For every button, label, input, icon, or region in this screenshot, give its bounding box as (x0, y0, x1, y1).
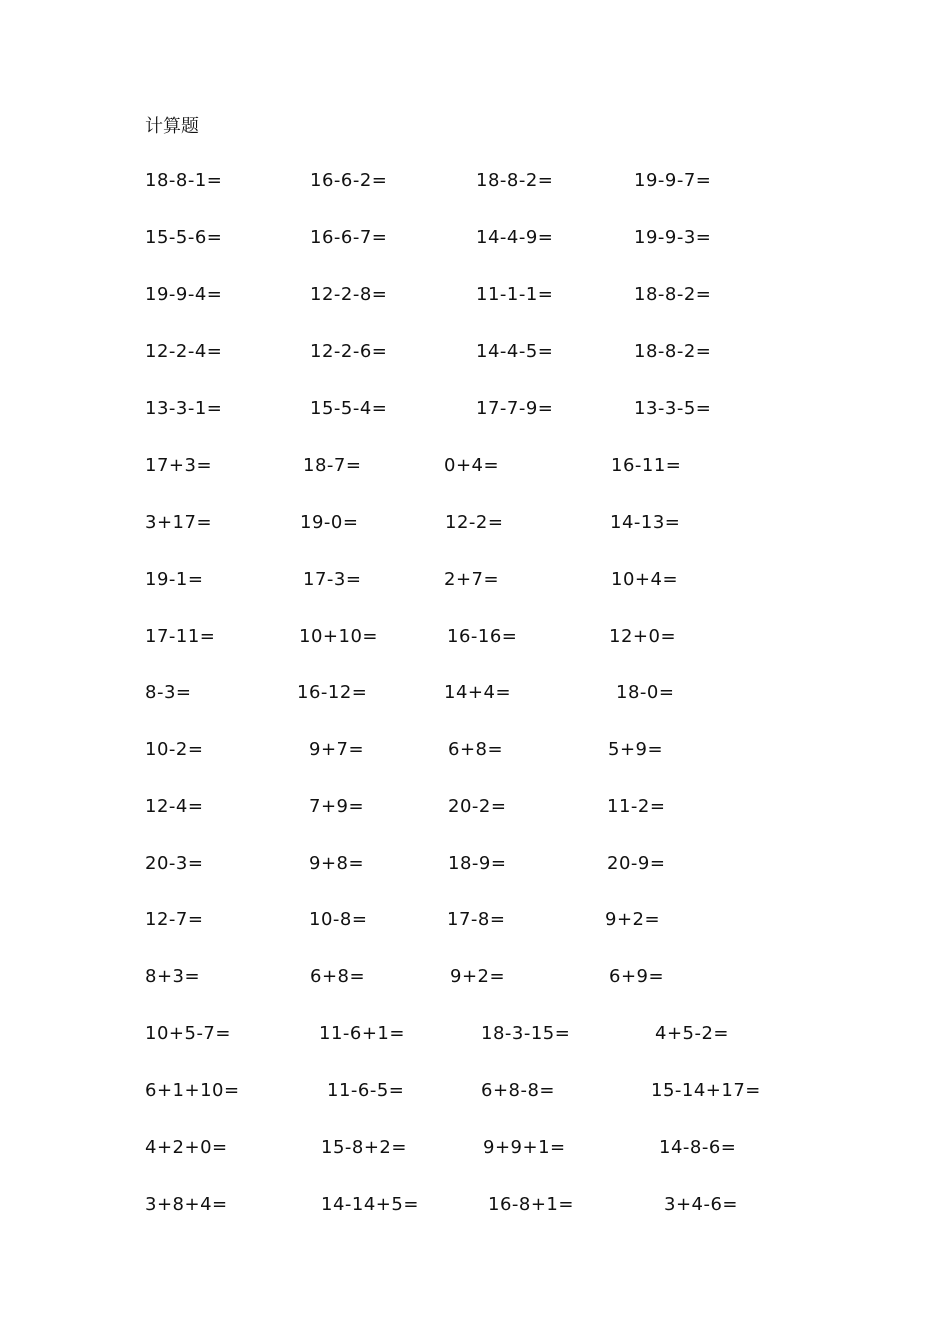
math-problem: 15-8+2= (321, 1137, 407, 1158)
problem-row (0, 678, 950, 708)
math-problem: 4+2+0= (145, 1137, 228, 1158)
math-problem: 16-11= (611, 455, 682, 476)
math-problem: 6+9= (609, 966, 665, 987)
math-problem: 15-5-6= (145, 227, 223, 248)
math-problem: 18-3-15= (481, 1023, 571, 1044)
math-problem: 19-9-4= (145, 284, 223, 305)
math-problem: 12+0= (609, 626, 677, 647)
math-problem: 19-9-7= (634, 170, 712, 191)
math-problem: 10+5-7= (145, 1023, 231, 1044)
math-problem: 16-8+1= (488, 1194, 574, 1215)
math-problem: 19-0= (300, 512, 359, 533)
math-problem: 12-2-8= (310, 284, 388, 305)
problem-row (0, 735, 950, 765)
problem-row (0, 337, 950, 367)
math-problem: 17-8= (447, 909, 506, 930)
problem-row (0, 565, 950, 595)
math-problem: 11-6+1= (319, 1023, 405, 1044)
math-problem: 2+7= (444, 569, 500, 590)
problem-row (0, 962, 950, 992)
problem-row (0, 792, 950, 822)
math-problem: 18-8-2= (634, 284, 712, 305)
math-problem: 16-12= (297, 682, 368, 703)
problem-row (0, 1190, 950, 1220)
math-problem: 12-2= (445, 512, 504, 533)
problem-row (0, 849, 950, 879)
math-problem: 17-11= (145, 626, 216, 647)
math-problem: 10+10= (299, 626, 378, 647)
math-problem: 9+8= (309, 853, 365, 874)
problem-row (0, 394, 950, 424)
math-problem: 10-8= (309, 909, 368, 930)
math-problem: 12-7= (145, 909, 204, 930)
math-problem: 8+3= (145, 966, 201, 987)
math-problem: 20-9= (607, 853, 666, 874)
math-problem: 14-4-5= (476, 341, 554, 362)
math-problem: 18-8-2= (634, 341, 712, 362)
math-problem: 3+8+4= (145, 1194, 228, 1215)
math-problem: 20-3= (145, 853, 204, 874)
math-problem: 14+4= (444, 682, 512, 703)
math-problem: 14-13= (610, 512, 681, 533)
math-problem: 13-3-1= (145, 398, 223, 419)
math-problem: 14-4-9= (476, 227, 554, 248)
math-problem: 14-14+5= (321, 1194, 419, 1215)
problem-row (0, 166, 950, 196)
math-problem: 6+1+10= (145, 1080, 240, 1101)
math-problem: 18-8-1= (145, 170, 223, 191)
math-problem: 12-2-4= (145, 341, 223, 362)
problem-row (0, 223, 950, 253)
math-problem: 9+9+1= (483, 1137, 566, 1158)
problem-row (0, 280, 950, 310)
math-problem: 3+17= (145, 512, 213, 533)
math-problem: 6+8-8= (481, 1080, 556, 1101)
problem-row (0, 1076, 950, 1106)
math-problem: 6+8= (310, 966, 366, 987)
math-problem: 12-4= (145, 796, 204, 817)
math-problem: 17-7-9= (476, 398, 554, 419)
page-title: 计算题 (145, 116, 199, 137)
math-problem: 19-9-3= (634, 227, 712, 248)
math-problem: 19-1= (145, 569, 204, 590)
math-problem: 4+5-2= (655, 1023, 730, 1044)
math-problem: 18-8-2= (476, 170, 554, 191)
math-problem: 10+4= (611, 569, 679, 590)
math-problem: 18-0= (616, 682, 675, 703)
math-problem: 17-3= (303, 569, 362, 590)
math-problem: 20-2= (448, 796, 507, 817)
math-problem: 16-16= (447, 626, 518, 647)
math-problem: 14-8-6= (659, 1137, 737, 1158)
math-problem: 9+7= (309, 739, 365, 760)
math-problem: 11-6-5= (327, 1080, 405, 1101)
problem-row (0, 905, 950, 935)
problem-row (0, 622, 950, 652)
math-problem: 17+3= (145, 455, 213, 476)
math-problem: 15-5-4= (310, 398, 388, 419)
math-problem: 9+2= (605, 909, 661, 930)
problem-row (0, 1133, 950, 1163)
math-problem: 8-3= (145, 682, 192, 703)
math-problem: 13-3-5= (634, 398, 712, 419)
problem-row (0, 451, 950, 481)
math-problem: 16-6-7= (310, 227, 388, 248)
math-problem: 5+9= (608, 739, 664, 760)
math-problem: 10-2= (145, 739, 204, 760)
math-problem: 18-9= (448, 853, 507, 874)
math-problem: 3+4-6= (664, 1194, 739, 1215)
math-problem: 11-1-1= (476, 284, 554, 305)
problem-row (0, 1019, 950, 1049)
math-problem: 7+9= (309, 796, 365, 817)
math-problem: 16-6-2= (310, 170, 388, 191)
problem-row (0, 508, 950, 538)
math-problem: 15-14+17= (651, 1080, 761, 1101)
math-problem: 18-7= (303, 455, 362, 476)
math-problem: 11-2= (607, 796, 666, 817)
math-problem: 0+4= (444, 455, 500, 476)
math-problem: 12-2-6= (310, 341, 388, 362)
math-problem: 9+2= (450, 966, 506, 987)
math-problem: 6+8= (448, 739, 504, 760)
